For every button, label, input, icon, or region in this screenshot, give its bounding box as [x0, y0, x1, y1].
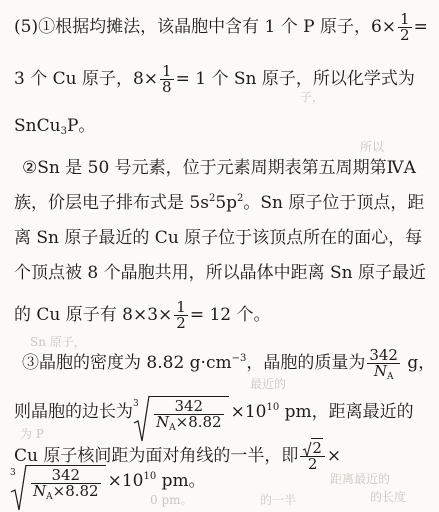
- fraction-342-na: $\frac{342}{N_A}$: [369, 346, 398, 382]
- cube-root-2: 3 $\frac{342}{N_A\times 8.82}$: [10, 464, 106, 499]
- cube-root: 3 $\frac{342}{N_A\times 8.82}$: [133, 395, 229, 430]
- line-11: Cu 原子核间距为面对角线的一半，即 $\frac{2}{2}$ ×: [14, 439, 342, 473]
- bleed-through-text: 子，: [300, 90, 325, 104]
- bleed-through-text: 的一半: [260, 493, 297, 507]
- bleed-through-text: 的长度: [370, 490, 407, 504]
- line-7: 个顶点被 8 个晶胞共用，所以晶体中距离 Sn 原子最近: [14, 263, 427, 283]
- line-6: 离 Sn 原子最近的 Cu 原子位于该顶点所在的面心，每: [14, 228, 423, 248]
- fraction-1-8: $\frac{1}{8}$: [162, 62, 172, 96]
- line-2: 3 个 Cu 原子，8× $\frac{1}{8}$ = 1 个 Sn 原子，所以化学式为: [14, 62, 415, 96]
- line-5: 族，价层电子排布式是 $5s^25p^2$。Sn 原子位于顶点，距: [14, 193, 425, 213]
- line-10: 则晶胞的边长为 3 $\frac{342}{N_A\times 8.82}$ $\times 10^{10}$ pm，距离最近的: [14, 395, 429, 430]
- line-12: 3 $\frac{342}{N_A\times 8.82}$ $\times 10^{10}$ pm。: [10, 464, 429, 499]
- line-8: 的 Cu 原子有 8×3× $\frac{1}{2}$ = 12 个。: [14, 298, 271, 332]
- bleed-through-text: 距离最近的: [330, 472, 391, 486]
- bleed-through-text: 为 P: [20, 427, 44, 441]
- fraction-1-2-b: $\frac{1}{2}$: [176, 298, 186, 332]
- bleed-through-text: Sn 原子，: [30, 335, 86, 349]
- fraction-sqrt2-2: $\frac{2}{2}$: [300, 441, 325, 472]
- line-1: (5)①根据均摊法，该晶胞中含有 1 个 P 原子，6× $\frac{1}{2}$ =: [14, 10, 428, 44]
- line-4: ②Sn 是 50 号元素，位于元素周期表第五周期第ⅣA: [22, 158, 416, 178]
- line-9: ③晶胞的密度为 8.82 $g\cdot cm^{-3}$，晶胞的质量为 $\frac{342}{N_A}$ g，: [22, 346, 436, 382]
- line-3: SnCu$_3$P。: [14, 116, 96, 137]
- bleed-through-text: 最近的: [250, 377, 287, 391]
- fraction-1-2: $\frac{1}{2}$: [400, 10, 410, 44]
- bleed-through-text: 所以: [360, 140, 385, 154]
- bleed-through-text: 0 pm。: [150, 493, 193, 507]
